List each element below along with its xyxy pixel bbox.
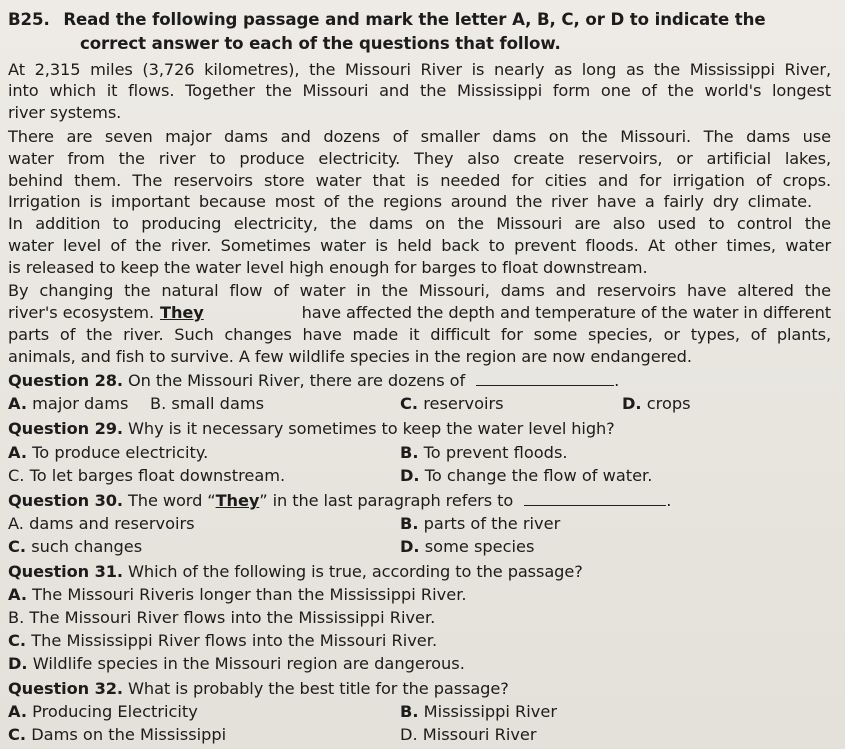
q29-option-b[interactable]: B. To prevent floods. — [400, 443, 568, 462]
q30-option-c[interactable]: C. such changes — [8, 537, 143, 556]
passage-p2-line1: There are seven major dams and dozens of smaller dams on the Missouri. The dams use — [8, 127, 831, 146]
passage-p1-line3: river systems. — [8, 103, 122, 122]
exercise-heading-line1 — [8, 9, 765, 31]
q29-option-a[interactable]: A. To produce electricity. — [8, 443, 209, 462]
exercise-instruction-1: Read the following passage and mark the letter A, B, C, or D to indicate the — [63, 10, 766, 29]
passage-p4-line4: animals, and fish to survive. A few wildlife species in the region are now endangered. — [8, 347, 692, 366]
q31-option-a[interactable]: A. The Missouri Riveris longer than the Mississippi River. — [8, 585, 467, 604]
q31-option-b[interactable]: B. The Missouri River flows into the Mississippi River. — [8, 608, 436, 627]
q28-option-d[interactable]: D. crops — [622, 394, 691, 413]
passage-p4-line2 — [8, 302, 831, 324]
q31-option-c[interactable]: C. The Mississippi River flows into the Missouri River. — [8, 631, 438, 650]
passage-p4-line1: By changing the natural flow of water in the Missouri, dams and reservoirs have altered the — [8, 281, 831, 300]
passage-p2-line4: Irrigation is important because most of the regions around the river have a fairly dry climate. — [8, 192, 812, 211]
question-32-text: What is probably the best title for the passage? — [128, 679, 509, 698]
q28-option-b[interactable]: B. small dams — [150, 394, 265, 413]
passage-p4-line2-after: have affected the depth and temperature of the water in different — [301, 303, 831, 322]
question-32 — [8, 678, 509, 700]
q29-option-d[interactable]: D. To change the flow of water. — [400, 466, 653, 485]
passage-p2-line3: behind them. The reservoirs store water that is needed for cities and for irrigation of crops. — [8, 171, 831, 190]
exercise-instruction-2: correct answer to each of the questions that follow. — [80, 34, 561, 53]
question-28-label: Question 28. — [8, 371, 123, 390]
passage-p3-line3: is released to keep the water level high enough for barges to float downstream. — [8, 258, 648, 277]
question-30-text-before: The word “ — [128, 491, 216, 510]
question-30-label: Question 30. — [8, 491, 123, 510]
passage-p3-line1: In addition to producing electricity, the dams on the Missouri are also used to control the — [8, 214, 831, 233]
question-31-text: Which of the following is true, according to the passage? — [128, 562, 583, 581]
answer-blank-28[interactable] — [476, 371, 614, 386]
passage-p1-line1: At 2,315 miles (3,726 kilometres), the Missouri River is nearly as long as the Mississippi River, — [8, 60, 831, 79]
question-29-label: Question 29. — [8, 419, 123, 438]
passage-p4-line3: parts of the river. Such changes have made it difficult for some species, or types, of plants, — [8, 325, 831, 344]
question-29-text: Why is it necessary sometimes to keep the water level high? — [128, 419, 615, 438]
question-31-label: Question 31. — [8, 562, 123, 581]
q30-option-a[interactable]: A. dams and reservoirs — [8, 514, 195, 533]
question-28-text: On the Missouri River, there are dozens of — [128, 371, 466, 390]
referent-word-they: They — [160, 303, 204, 322]
passage-p4-line2-before: river's ecosystem. — [8, 303, 155, 322]
q32-option-d[interactable]: D. Missouri River — [400, 725, 537, 744]
q32-option-c[interactable]: C. Dams on the Mississippi — [8, 725, 227, 744]
q28-option-a[interactable]: A. major dams — [8, 394, 129, 413]
q29-option-c[interactable]: C. To let barges float downstream. — [8, 466, 286, 485]
exercise-heading-line2 — [80, 33, 561, 55]
passage-p3-line2: water level of the river. Sometimes water is held back to prevent floods. At other times, water — [8, 236, 831, 255]
q32-option-a[interactable]: A. Producing Electricity — [8, 702, 198, 721]
exercise-number: B25. — [8, 10, 50, 29]
q28-option-c[interactable]: C. reservoirs — [400, 394, 504, 413]
question-30: Question 30. The word “They” in the last paragraph refers to . — [8, 491, 672, 510]
question-29 — [8, 418, 615, 440]
question-32-label: Question 32. — [8, 679, 123, 698]
answer-blank-30[interactable] — [524, 491, 666, 506]
passage-p2-line2: water from the river to produce electricity. They also create reservoirs, or artificial lakes, — [8, 149, 831, 168]
q32-option-b[interactable]: B. Mississippi River — [400, 702, 557, 721]
question-30-word: They — [215, 491, 260, 510]
passage-p1-line2: into which it flows. Together the Missouri and the Mississippi form one of the world's longest — [8, 81, 831, 100]
q30-option-b[interactable]: B. parts of the river — [400, 514, 561, 533]
q31-option-d[interactable]: D. Wildlife species in the Missouri region are dangerous. — [8, 654, 465, 673]
question-30-text-after: ” in the last paragraph refers to — [259, 491, 514, 510]
q30-option-d[interactable]: D. some species — [400, 537, 535, 556]
question-28: Question 28. On the Missouri River, there are dozens of . — [8, 371, 620, 390]
question-31 — [8, 561, 583, 583]
